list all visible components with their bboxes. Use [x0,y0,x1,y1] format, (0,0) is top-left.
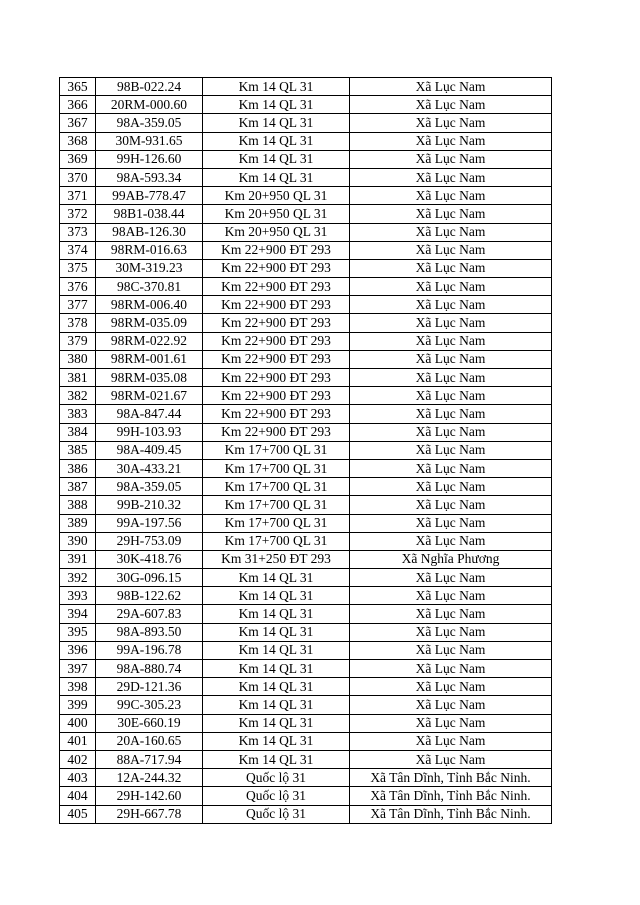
location-cell: Km 22+900 ĐT 293 [203,423,350,441]
table-row [60,259,552,277]
location-cell: Km 14 QL 31 [203,623,350,641]
plate-number-cell: 98RM-001.61 [96,350,203,368]
row-number-cell: 381 [60,369,96,387]
commune-cell: Xã Lục Nam [350,96,552,114]
table-row [60,132,552,150]
commune-cell: Xã Lục Nam [350,150,552,168]
row-number-cell: 385 [60,441,96,459]
plate-number-cell: 99H-103.93 [96,423,203,441]
commune-cell: Xã Lục Nam [350,350,552,368]
location-cell: Km 14 QL 31 [203,78,350,96]
row-number-cell: 399 [60,696,96,714]
table-row [60,496,552,514]
commune-cell: Xã Lục Nam [350,587,552,605]
plate-number-cell: 29H-753.09 [96,532,203,550]
table-row [60,278,552,296]
location-cell: Km 20+950 QL 31 [203,223,350,241]
row-number-cell: 398 [60,678,96,696]
commune-cell: Xã Lục Nam [350,423,552,441]
commune-cell: Xã Lục Nam [350,296,552,314]
plate-number-cell: 98RM-035.09 [96,314,203,332]
plate-number-cell: 98RM-021.67 [96,387,203,405]
plate-number-cell: 30M-931.65 [96,132,203,150]
location-cell: Km 22+900 ĐT 293 [203,314,350,332]
commune-cell: Xã Lục Nam [350,387,552,405]
plate-number-cell: 30G-096.15 [96,569,203,587]
location-cell: Km 31+250 ĐT 293 [203,550,350,568]
commune-cell: Xã Lục Nam [350,259,552,277]
row-number-cell: 394 [60,605,96,623]
plate-number-cell: 98RM-016.63 [96,241,203,259]
location-cell: Km 22+900 ĐT 293 [203,369,350,387]
commune-cell: Xã Lục Nam [350,278,552,296]
location-cell: Km 22+900 ĐT 293 [203,296,350,314]
commune-cell: Xã Lục Nam [350,187,552,205]
table-body [60,78,552,824]
row-number-cell: 397 [60,660,96,678]
row-number-cell: 376 [60,278,96,296]
location-cell: Km 14 QL 31 [203,569,350,587]
location-cell: Km 14 QL 31 [203,605,350,623]
plate-number-cell: 20A-160.65 [96,732,203,750]
plate-number-cell: 99AB-778.47 [96,187,203,205]
row-number-cell: 400 [60,714,96,732]
row-number-cell: 367 [60,114,96,132]
plate-number-cell: 98B-122.62 [96,587,203,605]
plate-number-cell: 98A-593.34 [96,168,203,186]
row-number-cell: 405 [60,805,96,823]
plate-number-cell: 99H-126.60 [96,150,203,168]
plate-number-cell: 98RM-022.92 [96,332,203,350]
table-row [60,78,552,96]
commune-cell: Xã Lục Nam [350,532,552,550]
table-row [60,423,552,441]
location-cell: Km 14 QL 31 [203,641,350,659]
table-row [60,332,552,350]
row-number-cell: 375 [60,259,96,277]
row-number-cell: 404 [60,787,96,805]
plate-number-cell: 99C-305.23 [96,696,203,714]
plate-number-cell: 29D-121.36 [96,678,203,696]
commune-cell: Xã Lục Nam [350,714,552,732]
plate-number-cell: 30K-418.76 [96,550,203,568]
location-cell: Km 14 QL 31 [203,750,350,768]
plate-number-cell: 98A-359.05 [96,478,203,496]
table-row [60,514,552,532]
table-row [60,714,552,732]
commune-cell: Xã Lục Nam [350,114,552,132]
location-cell: Km 17+700 QL 31 [203,514,350,532]
row-number-cell: 371 [60,187,96,205]
location-cell: Km 22+900 ĐT 293 [203,405,350,423]
table-row [60,732,552,750]
table-row [60,314,552,332]
location-cell: Km 22+900 ĐT 293 [203,332,350,350]
plate-number-cell: 12A-244.32 [96,769,203,787]
row-number-cell: 384 [60,423,96,441]
table-row [60,660,552,678]
location-cell: Km 14 QL 31 [203,732,350,750]
commune-cell: Xã Lục Nam [350,405,552,423]
table-row [60,114,552,132]
row-number-cell: 395 [60,623,96,641]
plate-number-cell: 98RM-035.08 [96,369,203,387]
commune-cell: Xã Lục Nam [350,678,552,696]
row-number-cell: 392 [60,569,96,587]
row-number-cell: 401 [60,732,96,750]
location-cell: Quốc lộ 31 [203,787,350,805]
row-number-cell: 366 [60,96,96,114]
table-row [60,623,552,641]
commune-cell: Xã Lục Nam [350,241,552,259]
commune-cell: Xã Lục Nam [350,478,552,496]
table-row [60,150,552,168]
location-cell: Km 17+700 QL 31 [203,441,350,459]
table-row [60,387,552,405]
location-cell: Km 14 QL 31 [203,714,350,732]
table-row [60,641,552,659]
row-number-cell: 386 [60,459,96,477]
table-row [60,459,552,477]
plate-number-cell: 98A-409.45 [96,441,203,459]
row-number-cell: 403 [60,769,96,787]
commune-cell: Xã Lục Nam [350,514,552,532]
commune-cell: Xã Nghĩa Phương [350,550,552,568]
row-number-cell: 383 [60,405,96,423]
location-cell: Km 14 QL 31 [203,96,350,114]
commune-cell: Xã Lục Nam [350,750,552,768]
plate-number-cell: 98B1-038.44 [96,205,203,223]
row-number-cell: 382 [60,387,96,405]
location-cell: Km 22+900 ĐT 293 [203,350,350,368]
plate-number-cell: 29H-142.60 [96,787,203,805]
plate-number-cell: 30M-319.23 [96,259,203,277]
table-row [60,205,552,223]
location-cell: Quốc lộ 31 [203,769,350,787]
location-cell: Km 14 QL 31 [203,696,350,714]
commune-cell: Xã Lục Nam [350,623,552,641]
row-number-cell: 373 [60,223,96,241]
row-number-cell: 391 [60,550,96,568]
table-row [60,696,552,714]
table-row [60,805,552,823]
location-cell: Km 22+900 ĐT 293 [203,241,350,259]
row-number-cell: 393 [60,587,96,605]
row-number-cell: 378 [60,314,96,332]
violations-table [59,77,552,824]
location-cell: Km 17+700 QL 31 [203,532,350,550]
table-row [60,168,552,186]
commune-cell: Xã Lục Nam [350,732,552,750]
plate-number-cell: 20RM-000.60 [96,96,203,114]
row-number-cell: 377 [60,296,96,314]
table-row [60,405,552,423]
row-number-cell: 390 [60,532,96,550]
location-cell: Km 14 QL 31 [203,132,350,150]
table-row [60,605,552,623]
location-cell: Km 14 QL 31 [203,660,350,678]
plate-number-cell: 99B-210.32 [96,496,203,514]
plate-number-cell: 98A-359.05 [96,114,203,132]
location-cell: Km 22+900 ĐT 293 [203,278,350,296]
row-number-cell: 387 [60,478,96,496]
commune-cell: Xã Tân Dĩnh, Tỉnh Bắc Ninh. [350,787,552,805]
commune-cell: Xã Tân Dĩnh, Tỉnh Bắc Ninh. [350,769,552,787]
location-cell: Quốc lộ 31 [203,805,350,823]
plate-number-cell: 98A-847.44 [96,405,203,423]
table-row [60,532,552,550]
table-row [60,550,552,568]
table-row [60,296,552,314]
table-row [60,587,552,605]
table-row [60,787,552,805]
location-cell: Km 17+700 QL 31 [203,496,350,514]
commune-cell: Xã Lục Nam [350,78,552,96]
table-row [60,187,552,205]
commune-cell: Xã Lục Nam [350,459,552,477]
row-number-cell: 396 [60,641,96,659]
row-number-cell: 368 [60,132,96,150]
location-cell: Km 22+900 ĐT 293 [203,259,350,277]
row-number-cell: 369 [60,150,96,168]
plate-number-cell: 98AB-126.30 [96,223,203,241]
commune-cell: Xã Lục Nam [350,332,552,350]
commune-cell: Xã Lục Nam [350,441,552,459]
commune-cell: Xã Lục Nam [350,641,552,659]
commune-cell: Xã Lục Nam [350,696,552,714]
row-number-cell: 374 [60,241,96,259]
table-row [60,750,552,768]
commune-cell: Xã Lục Nam [350,605,552,623]
table-row [60,478,552,496]
location-cell: Km 14 QL 31 [203,678,350,696]
row-number-cell: 379 [60,332,96,350]
location-cell: Km 20+950 QL 31 [203,205,350,223]
table-row [60,96,552,114]
table-row [60,369,552,387]
location-cell: Km 22+900 ĐT 293 [203,387,350,405]
row-number-cell: 402 [60,750,96,768]
commune-cell: Xã Tân Dĩnh, Tỉnh Bắc Ninh. [350,805,552,823]
plate-number-cell: 98B-022.24 [96,78,203,96]
row-number-cell: 365 [60,78,96,96]
table-row [60,223,552,241]
commune-cell: Xã Lục Nam [350,205,552,223]
row-number-cell: 388 [60,496,96,514]
commune-cell: Xã Lục Nam [350,223,552,241]
location-cell: Km 14 QL 31 [203,114,350,132]
location-cell: Km 14 QL 31 [203,150,350,168]
plate-number-cell: 98A-880.74 [96,660,203,678]
commune-cell: Xã Lục Nam [350,369,552,387]
plate-number-cell: 88A-717.94 [96,750,203,768]
table-row [60,441,552,459]
plate-number-cell: 99A-196.78 [96,641,203,659]
row-number-cell: 380 [60,350,96,368]
plate-number-cell: 30E-660.19 [96,714,203,732]
location-cell: Km 14 QL 31 [203,168,350,186]
table-row [60,678,552,696]
commune-cell: Xã Lục Nam [350,496,552,514]
table-row [60,569,552,587]
location-cell: Km 20+950 QL 31 [203,187,350,205]
commune-cell: Xã Lục Nam [350,168,552,186]
plate-number-cell: 30A-433.21 [96,459,203,477]
row-number-cell: 389 [60,514,96,532]
commune-cell: Xã Lục Nam [350,660,552,678]
commune-cell: Xã Lục Nam [350,314,552,332]
plate-number-cell: 98RM-006.40 [96,296,203,314]
location-cell: Km 17+700 QL 31 [203,459,350,477]
plate-number-cell: 29H-667.78 [96,805,203,823]
row-number-cell: 372 [60,205,96,223]
plate-number-cell: 99A-197.56 [96,514,203,532]
row-number-cell: 370 [60,168,96,186]
table-row [60,350,552,368]
commune-cell: Xã Lục Nam [350,132,552,150]
plate-number-cell: 29A-607.83 [96,605,203,623]
table-row [60,769,552,787]
plate-number-cell: 98A-893.50 [96,623,203,641]
commune-cell: Xã Lục Nam [350,569,552,587]
location-cell: Km 17+700 QL 31 [203,478,350,496]
location-cell: Km 14 QL 31 [203,587,350,605]
table-row [60,241,552,259]
plate-number-cell: 98C-370.81 [96,278,203,296]
